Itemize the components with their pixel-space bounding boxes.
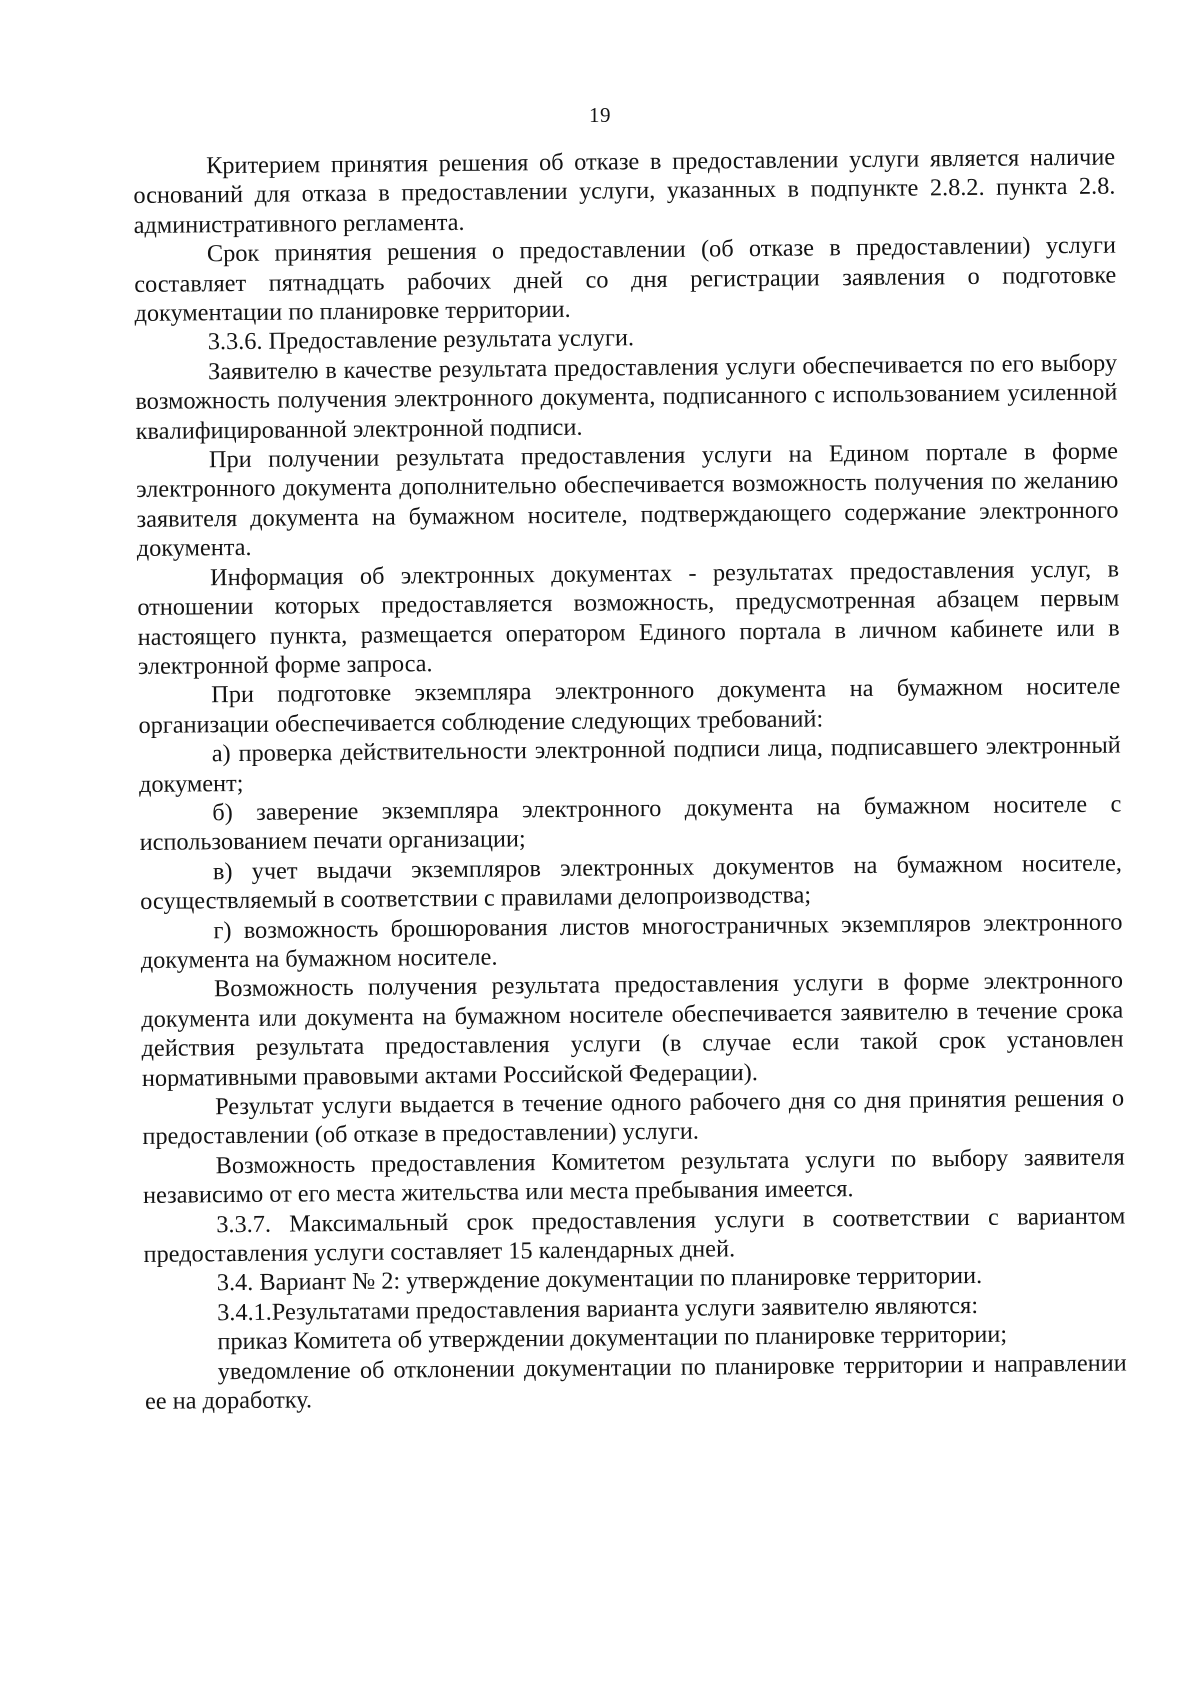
paragraph-unified-portal: При получении результата предоставления услуги на Едином портале в форме электронного документа дополнительно обеспечивается возможность получения по желанию заявителя документа на бумажном носителе, подтверждающего содержание электронного документа. [136,437,1119,563]
paragraph-result-issuance: Результат услуги выдается в течение одного рабочего дня со дня принятия решения о предоставлении (об отказе в предоставлении) услуги. [142,1084,1125,1151]
list-item-v: в) учет выдачи экземпляров электронных документов на бумажном носителе, осуществляемый в соответствии с правилами делопроизводства; [140,849,1122,916]
section-heading-3-3-6: 3.3.6. Предоставление результата услуги. [207,324,635,356]
list-item-a: а) проверка действительности электронной подписи лица, подписавшего электронный документ; [138,731,1121,798]
section-heading-3-4-1: 3.4.1.Результатами предоставления варианта услуги заявителю являются: [217,1291,979,1327]
section-heading-3-3-7: 3.3.7. Максимальный срок предоставления услуги в соответствии с вариантом предоставления услуги составляет 15 календарных дней. [143,1202,1126,1268]
page-number: 19 [589,103,611,127]
paragraph-paper-copy-requirements: При подготовке экземпляра электронного документа на бумажном носителе организации обеспечивается соблюдение следующих требований: [138,672,1121,739]
paragraph-approval-order: приказ Комитета об утверждении документации по планировке территории; [217,1320,1008,1356]
paragraph-result-availability: Возможность получения результата предоставления услуги в форме электронного документа или документа на бумажном носителе обеспечивается заявителю в течение срока действия результата предоставления услуги (в случае если такой срок установлен нормативными правовыми актами Российской Федерации). [141,966,1124,1092]
paragraph-electronic-docs-info: Информация об электронных документах - результатах предоставления услуг, в отношении которых предоставляется возможность, предусмотренная абзацем первым настоящего пункта, размещается оператором Единого портала в личном кабинете или в электронной форме запроса. [137,555,1120,680]
list-item-b: б) заверение экземпляра электронного документа на бумажном носителе с использованием печати организации; [139,790,1122,857]
paragraph-rejection-notice: уведомление об отклонении документации по планировке территории и направлении ее на доработку. [144,1349,1127,1416]
section-heading-3-4: 3.4. Вариант № 2: утверждение документации по планировке территории. [216,1262,983,1297]
paragraph-result-choice: Заявителю в качестве результата предоставления услуги обеспечивается по его выбору возможность получения электронного документа, подписанного с использованием усиленной квалифицированной электронной подписи. [135,349,1118,445]
document-body [133,143,1127,1417]
list-item-g: г) возможность брошюрования листов многостраничных экземпляров электронного документа на бумажном носителе. [140,908,1123,974]
paragraph-committee-choice: Возможность предоставления Комитетом результата услуги по выбору заявителя независимо от его места жительства или места пребывания имеется. [142,1143,1125,1210]
paragraph-rejection-criterion: Критерием принятия решения об отказе в предоставлении услуги является наличие оснований для отказа в предоставлении услуги, указанных в подпункте 2.8.2. пункта 2.8. административного регламента. [133,143,1116,239]
paragraph-decision-term: Срок принятия решения о предоставлении (об отказе в предоставлении) услуги составляет пятнадцать рабочих дней со дня регистрации заявления о подготовке документации по планировке территории. [134,231,1117,328]
